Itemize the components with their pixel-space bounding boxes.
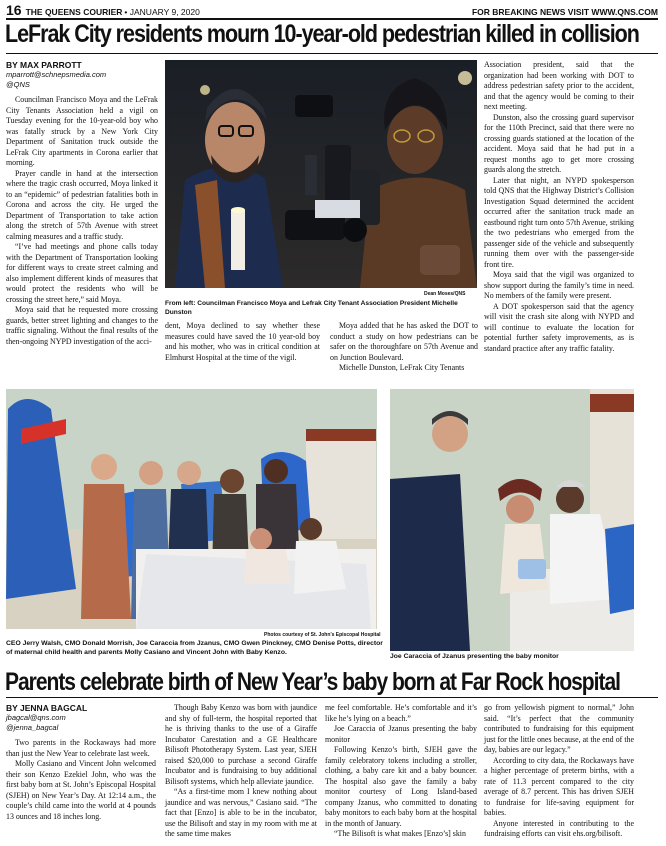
hospital-photo-caption: CEO Jerry Walsh, CMO Donald Morrish, Joe Caraccia from Jzanus, CMO Gwen Pinckney, CMO Denise Potts, director of maternal child health and parents Molly Casiano and Vincent John with Baby Kenzo. xyxy=(6,640,383,656)
story1-column-2 xyxy=(165,321,320,363)
baby-monitor-image xyxy=(390,389,634,651)
vigil-photo-credit: Dean Moses/QNS xyxy=(424,291,466,297)
paragraph: “As a first-time mom I knew nothing about jaundice and was nervous,” Casiano said. “The fact that [Enzo] is able to be in the incubator, use the Bilisoft and stay in my room with me at the same time makes xyxy=(165,787,317,838)
hospital-group-photo xyxy=(6,389,377,629)
paragraph: go from yellowish pigment to normal,” John said. “It’s perfect that the community contributed to fundraising for this equipment just for the little ones because, at the end of the day, babies are our legacy.” xyxy=(484,703,634,754)
hospital-group-image xyxy=(6,389,377,629)
story2-column-2 xyxy=(165,703,317,840)
paragraph: Michelle Dunston, LeFrak City Tenants xyxy=(339,363,465,372)
headline2-rule xyxy=(6,697,658,698)
story2-byline: BY JENNA BAGCAL xyxy=(6,703,88,713)
paragraph: Moya added that he has asked the DOT to conduct a study on how pedestrians can be safer on the thoroughfare on 57th Avenue and on Junction Boulevard. xyxy=(330,321,478,362)
story1-column-1 xyxy=(6,60,158,347)
paragraph: Molly Casiano and Vincent John welcomed their son Kenzo Ezekiel John, who was the first baby born at St. John’s Episcopal Hospital (SJEH) on New Year’s Day. At 12:14 a.m., the couple’s child came into the world at 4 pounds 13 ounces and 18 inches long. xyxy=(6,759,156,821)
promo-text: FOR BREAKING NEWS VISIT WWW.QNS.COM xyxy=(471,7,658,17)
paragraph: Councilman Francisco Moya and the LeFrak City Tenants Association held a vigil on Tuesday evening for the 10-year-old boy who was fatally struck by a New York City Department of Sanitation truck outside the LeFrak City apartments in Corona earlier that morning. xyxy=(6,95,158,167)
paragraph: Association president, said that the organization had been working with DOT to address pedestrian safety prior to the accident, and that the agency would be coming to their next meeting. xyxy=(484,60,634,111)
story2-author-handle: @jenna_bagcal xyxy=(6,722,59,732)
story1-author-handle: @QNS xyxy=(6,79,30,89)
page-number: 16 xyxy=(6,2,22,18)
story1-column-3 xyxy=(330,321,478,374)
paragraph: Anyone interested in contributing to the fundraising efforts can visit ehs.org/bilisoft. xyxy=(484,818,634,838)
story1-headline: LeFrak City residents mourn 10-year-old pedestrian killed in collision xyxy=(5,20,639,48)
story2-column-3 xyxy=(325,703,477,840)
paragraph: “The Bilisoft is what makes [Enzo’s] skin xyxy=(334,829,466,838)
issue-date: • JANUARY 9, 2020 xyxy=(124,7,200,17)
paragraph: me feel comfortable. He’s comfortable and it’s like he’s lying on a beach.” xyxy=(325,703,477,723)
paragraph: Later that night, an NYPD spokesperson told QNS that the Highway District’s Collision Investigation Squad determined the accident occurred after the sanitation truck made an eastbound right turn onto 57th Avenue, striking the two pedestrians who emerged from the passenger side of the vehicle and subsequently running them over with the passenger-side front tire. xyxy=(484,175,634,269)
paragraph: According to city data, the Rockaways have a higher percentage of preterm births, with a rate of 11.3 percent compared to the city average of 8.7 percent. This has driven SJEH to fundraise for life-saving equipment for babies. xyxy=(484,755,634,817)
story2-column-1 xyxy=(6,703,156,822)
paragraph: Following Kenzo’s birth, SJEH gave the family celebratory tokens including a stroller, clothing, a baby care kit and a baby bouncer. The hospital also gave the family a baby monitor courtesy of Long Island-based company Jzanus, who committed to donating baby monitors to each baby born at the hospital in the month of January. xyxy=(325,745,477,828)
vigil-photo-caption: From left: Councilman Francisco Moya and Lefrak City Tenant Association President Michelle Dunston xyxy=(165,300,458,316)
paragraph: Moya said that the vigil was organized to show support during the family’s time in need. No members of the family were present. xyxy=(484,270,634,300)
paragraph: Prayer candle in hand at the intersection where the tragic crash occurred, Moya linked it to an “epidemic” of pedestrian fatalities both in Corona and across the city. He urged the Department of Transportation to take action along the stretch of 57th Avenue with street calming measures and a traffic study. xyxy=(6,168,158,241)
paragraph: Moya said that he requested more crossing guards, better street lighting and changes to the traffic signaling. Without the final results of the then-ongoing NYPD investigation of the acci- xyxy=(6,305,158,346)
paragraph: Joe Caraccia of Jzanus presenting the baby monitor xyxy=(325,724,477,744)
paragraph: A DOT spokesperson said that the agency will visit the crash site along with NYPD and will continue to evaluate the location for potential further safety improvements, as is standard practice after any traffic fatality. xyxy=(484,301,634,353)
story1-author-email: mparrott@schnepsmedia.com xyxy=(6,70,107,79)
paragraph: dent, Moya declined to say whether these measures could have saved the 10 year-old boy and his mother, who was in critical condition at Elmhurst Hospital at the time of the vigil. xyxy=(165,321,320,362)
story1-column-4 xyxy=(484,60,634,354)
paragraph: Though Baby Kenzo was born with jaundice and shy of full-term, the hospital reported that he is thriving thanks to the use of a Giraffe Incubator Carestation and a GE Healthcare Bilisoft Phototherapy System. Last year, SJEH raised $20,000 to purchase a second Giraffe Incubator and is fundraising to buy additional Bilisoft systems, which help alleviate jaundice. xyxy=(165,703,317,786)
monitor-photo-caption: Joe Caraccia of Jzanus presenting the baby monitor xyxy=(390,653,559,660)
hospital-photo-credit: Photos courtesy of St. John’s Episcopal Hospital xyxy=(264,632,381,638)
baby-monitor-photo xyxy=(390,389,634,651)
paragraph: Two parents in the Rockaways had more than just the New Year to celebrate last week. xyxy=(6,738,156,758)
vigil-photo xyxy=(165,60,477,288)
story2-author-email: jbagcal@qns.com xyxy=(6,713,66,722)
story1-byline: BY MAX PARROTT xyxy=(6,60,82,70)
page-header xyxy=(6,3,658,17)
vigil-photo-image xyxy=(165,60,477,288)
paragraph: Dunston, also the crossing guard supervisor for the 110th Precinct, said that there were no crossing guards stationed at the location of the accident. Moya said that he had put in a request months ago to get more crossing guards along the stretch. xyxy=(484,112,634,174)
headline-rule xyxy=(6,53,658,54)
paragraph: “I’ve had meetings and phone calls today with the Department of Transportation looking for different ways to create street calming and also implement different kinds of measures that would protect the residents who will be crossing the street here,” said Moya. xyxy=(6,242,158,304)
story2-headline: Parents celebrate birth of New Year’s baby born at Far Rock hospital xyxy=(5,668,620,696)
story2-column-4 xyxy=(484,703,634,840)
paper-name: THE QUEENS COURIER xyxy=(25,7,123,17)
